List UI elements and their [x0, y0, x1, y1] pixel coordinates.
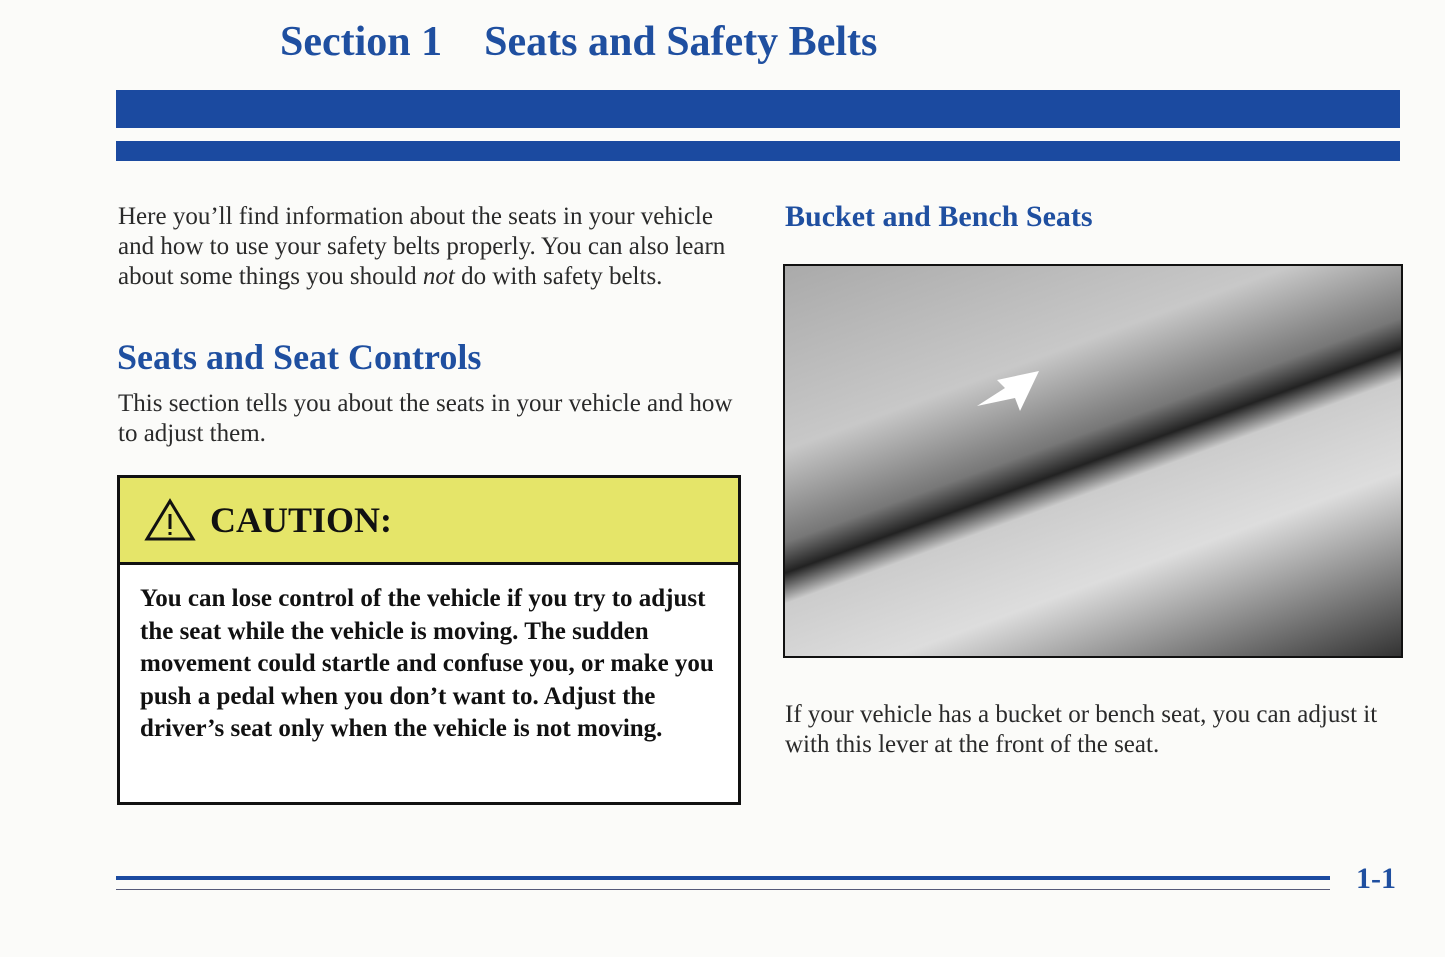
seats-paragraph: This section tells you about the seats in your vehicle and how to adjust them. — [118, 390, 733, 447]
intro-text: Here you’ll find information about the seats in your vehicle and how to use your safety belts properly. You can also learn about some things you should — [118, 203, 726, 290]
page-title: Section 1 Seats and Safety Belts — [280, 19, 878, 65]
footer-rule — [116, 876, 1330, 880]
header-bar-thin — [116, 141, 1400, 161]
caution-header — [120, 478, 738, 565]
bucket-heading: Bucket and Bench Seats — [785, 200, 1093, 233]
bucket-paragraph: If your vehicle has a bucket or bench seat, you can adjust it with this lever at the front of the seat. — [785, 701, 1378, 758]
footer-rule-thin — [116, 889, 1330, 890]
header-bar — [116, 90, 1400, 128]
seats-heading: Seats and Seat Controls — [117, 337, 482, 377]
warning-triangle-icon — [144, 498, 196, 542]
intro-emphasis: not — [422, 263, 455, 290]
caution-text: You can lose control of the vehicle if you try to adjust the seat while the vehicle is moving. The sudden movement could startle and confuse you, or make you push a pedal when you don’t want to. Adjust the driver’s seat only when the vehicle is not moving. — [140, 585, 714, 742]
arrow-icon — [975, 366, 1045, 416]
seat-lever-photo — [783, 264, 1403, 658]
intro-text-end: do with safety belts. — [454, 263, 663, 290]
caution-box — [117, 475, 741, 805]
page-number: 1-1 — [1356, 862, 1396, 895]
caution-label: CAUTION: — [210, 500, 393, 540]
intro-paragraph — [118, 202, 738, 292]
